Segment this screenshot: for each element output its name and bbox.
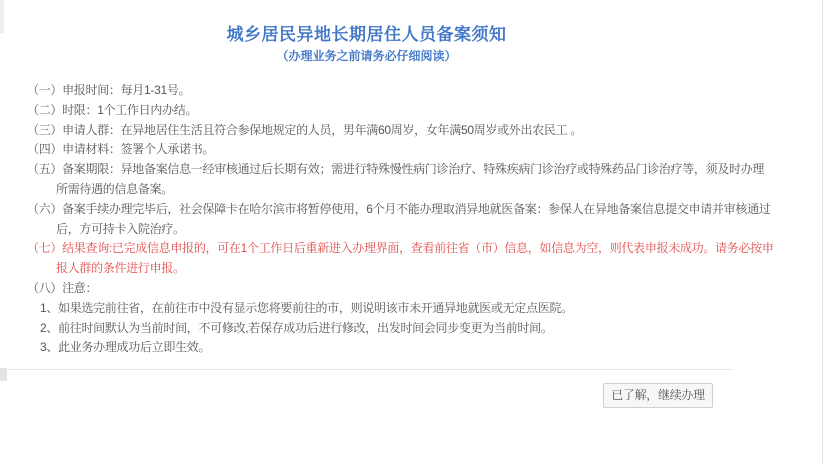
notice-list [27,81,774,358]
notice-line: （一）申报时间：每月1-31号。 [27,83,191,97]
notice-line: （二）时限：1个工作日内办结。 [27,102,198,117]
notice-line: 所需待遇的信息备案。 [56,181,174,196]
notice-item-8 [27,279,723,358]
notice-line: 后，方可持卡入院治疗。 [56,221,185,236]
notice-line: （五）备案期限：异地备案信息一经审核通过后长期有效；需进行特殊慢性病门诊治疗、特殊疾病门诊治疗或特殊药品门诊治疗等，须及时办理 [27,162,765,177]
notice-item-4 [27,140,723,160]
page-subtitle: （办理业务之前请务必仔细阅读） [276,49,457,63]
notice-item-7 [27,239,774,279]
notice-subitem: 1、如果选完前往省，在前往市中没有显示您将要前往的市，则说明该市未开通异地就医或无定点医院。 [40,300,573,315]
notice-subitem: 2、前往时间默认为当前时间，不可修改,若保存成功后进行修改，出发时间会同步变更为当前时间。 [40,320,553,335]
notice-item-6 [27,200,771,240]
notice-item-3 [27,121,723,141]
notice-subitem: 3、此业务办理成功后立即生效。 [40,340,211,355]
right-edge-line [822,0,823,464]
notice-line: （六）备案手续办理完毕后，社会保障卡在哈尔滨市将暂停使用，6个月不能办理取消异地就医备案：参保人在异地备案信息提交申请并审核通过 [27,201,771,216]
page-title: 城乡居民异地长期居住人员备案须知 [226,25,507,44]
notice-line: （七）结果查询:已完成信息申报的，可在1个工作日后重新进入办理界面，查看前往省（市）信息，如信息为空，则代表申报未成功。请务必按申 [27,241,774,256]
notice-line: （四）申请材料：签署个人承诺书。 [27,142,215,157]
notice-line: （八）注意： [27,280,98,295]
notice-line: 报人群的条件进行申报。 [56,261,185,276]
notice-line: （三）申请人群：在异地居住生活且符合参保地规定的人员，男年满60周岁，女年满50周岁或外出农民工 。 [27,122,583,137]
confirm-continue-button[interactable]: 已了解，继续办理 [603,383,713,408]
notice-item-2 [27,101,723,121]
left-edge-artifact-bottom [0,368,7,381]
footer-divider [0,369,733,370]
notice-item-1 [27,81,723,101]
notice-item-5 [27,160,765,200]
